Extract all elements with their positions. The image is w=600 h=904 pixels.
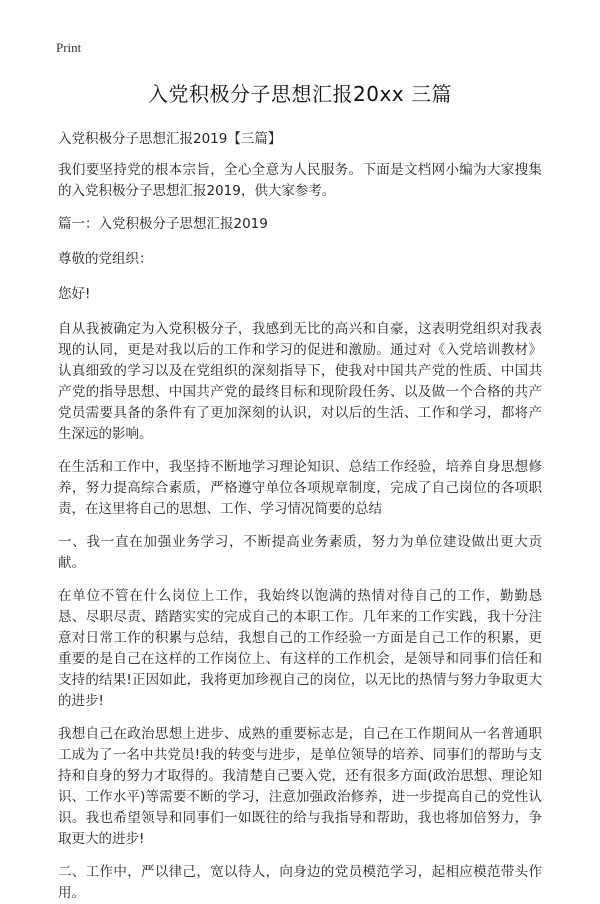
body-paragraph: 在单位不管在什么岗位上工作，我始终以饱满的热情对待自己的工作，勤勤恳恳、尽职尽责、踏踏实实的完成自己的本职工作。几年来的工作实践，我十分注意对日常工作的积累与总结，我想自己的工作经验一方面是自己工作的积累，更重要的是自己在这样的工作岗位上、有这样的工作机会，是领导和同事们信任和支持的结果!正因如此，我将更加珍视自己的岗位，以无比的热情与努力争取更大的进步! [58,588,542,709]
body-paragraph: 我想自己在政治思想上进步、成熟的重要标志是，自己在工作期间从一名普通职工成为了一名中共党员!我的转变与进步，是单位领导的培养、同事们的帮助与支持和自身的努力才取得的。我清楚自己要入党，还有很多方面(政治思想、理论知识、工作水平)等需要不断的学习，注意加强政治修养，进一步提高自己的党性认识。我也希望领导和同事们一如既往的给与我指导和帮助，我也将加倍努力，争取更大的进步! [58,726,542,847]
body-paragraph: 自从我被确定为入党积极分子，我感到无比的高兴和自豪，这表明党组织对我表现的认同，更是对我以后的工作和学习的促进和激励。通过对《入党培训教材》认真细致的学习以及在党组织的深刻指导下，使我对中国共产党的性质、中国共产党的指导思想、中国共产党的最终目标和现阶段任务、以及做一个合格的共产党员需要具备的条件有了更加深刻的认识，对以后的生活、工作和学习，都将产生深远的影响。 [58,321,542,442]
salutation: 尊敬的党组织： [58,251,153,267]
body-paragraph: 在生活和工作中，我坚持不断地学习理论知识、总结工作经验，培养自身思想修养，努力提高综合素质，严格遵守单位各项规章制度，完成了自己岗位的各项职责，在这里将自己的思想、工作、学习情况简要的总结 [58,459,542,517]
point-heading: 二、工作中，严以律己，宽以待人，向身边的党员模范学习，起相应模范带头作用。 [58,864,542,901]
document-title: 入党积极分子思想汇报20xx 三篇 [148,82,452,106]
greeting: 您好! [58,286,91,302]
intro-paragraph: 我们要坚持党的根本宗旨，全心全意为人民服务。下面是文档网小编为大家搜集的入党积极分子思想汇报2019，供大家参考。 [58,162,542,199]
document-subtitle: 入党积极分子思想汇报2019【三篇】 [58,131,282,147]
section-heading: 篇一：入党积极分子思想汇报2019 [58,216,268,232]
print-label[interactable]: Print [56,40,82,55]
point-heading: 一、我一直在加强业务学习，不断提高业务素质，努力为单位建设做出更大贡献。 [58,534,542,571]
